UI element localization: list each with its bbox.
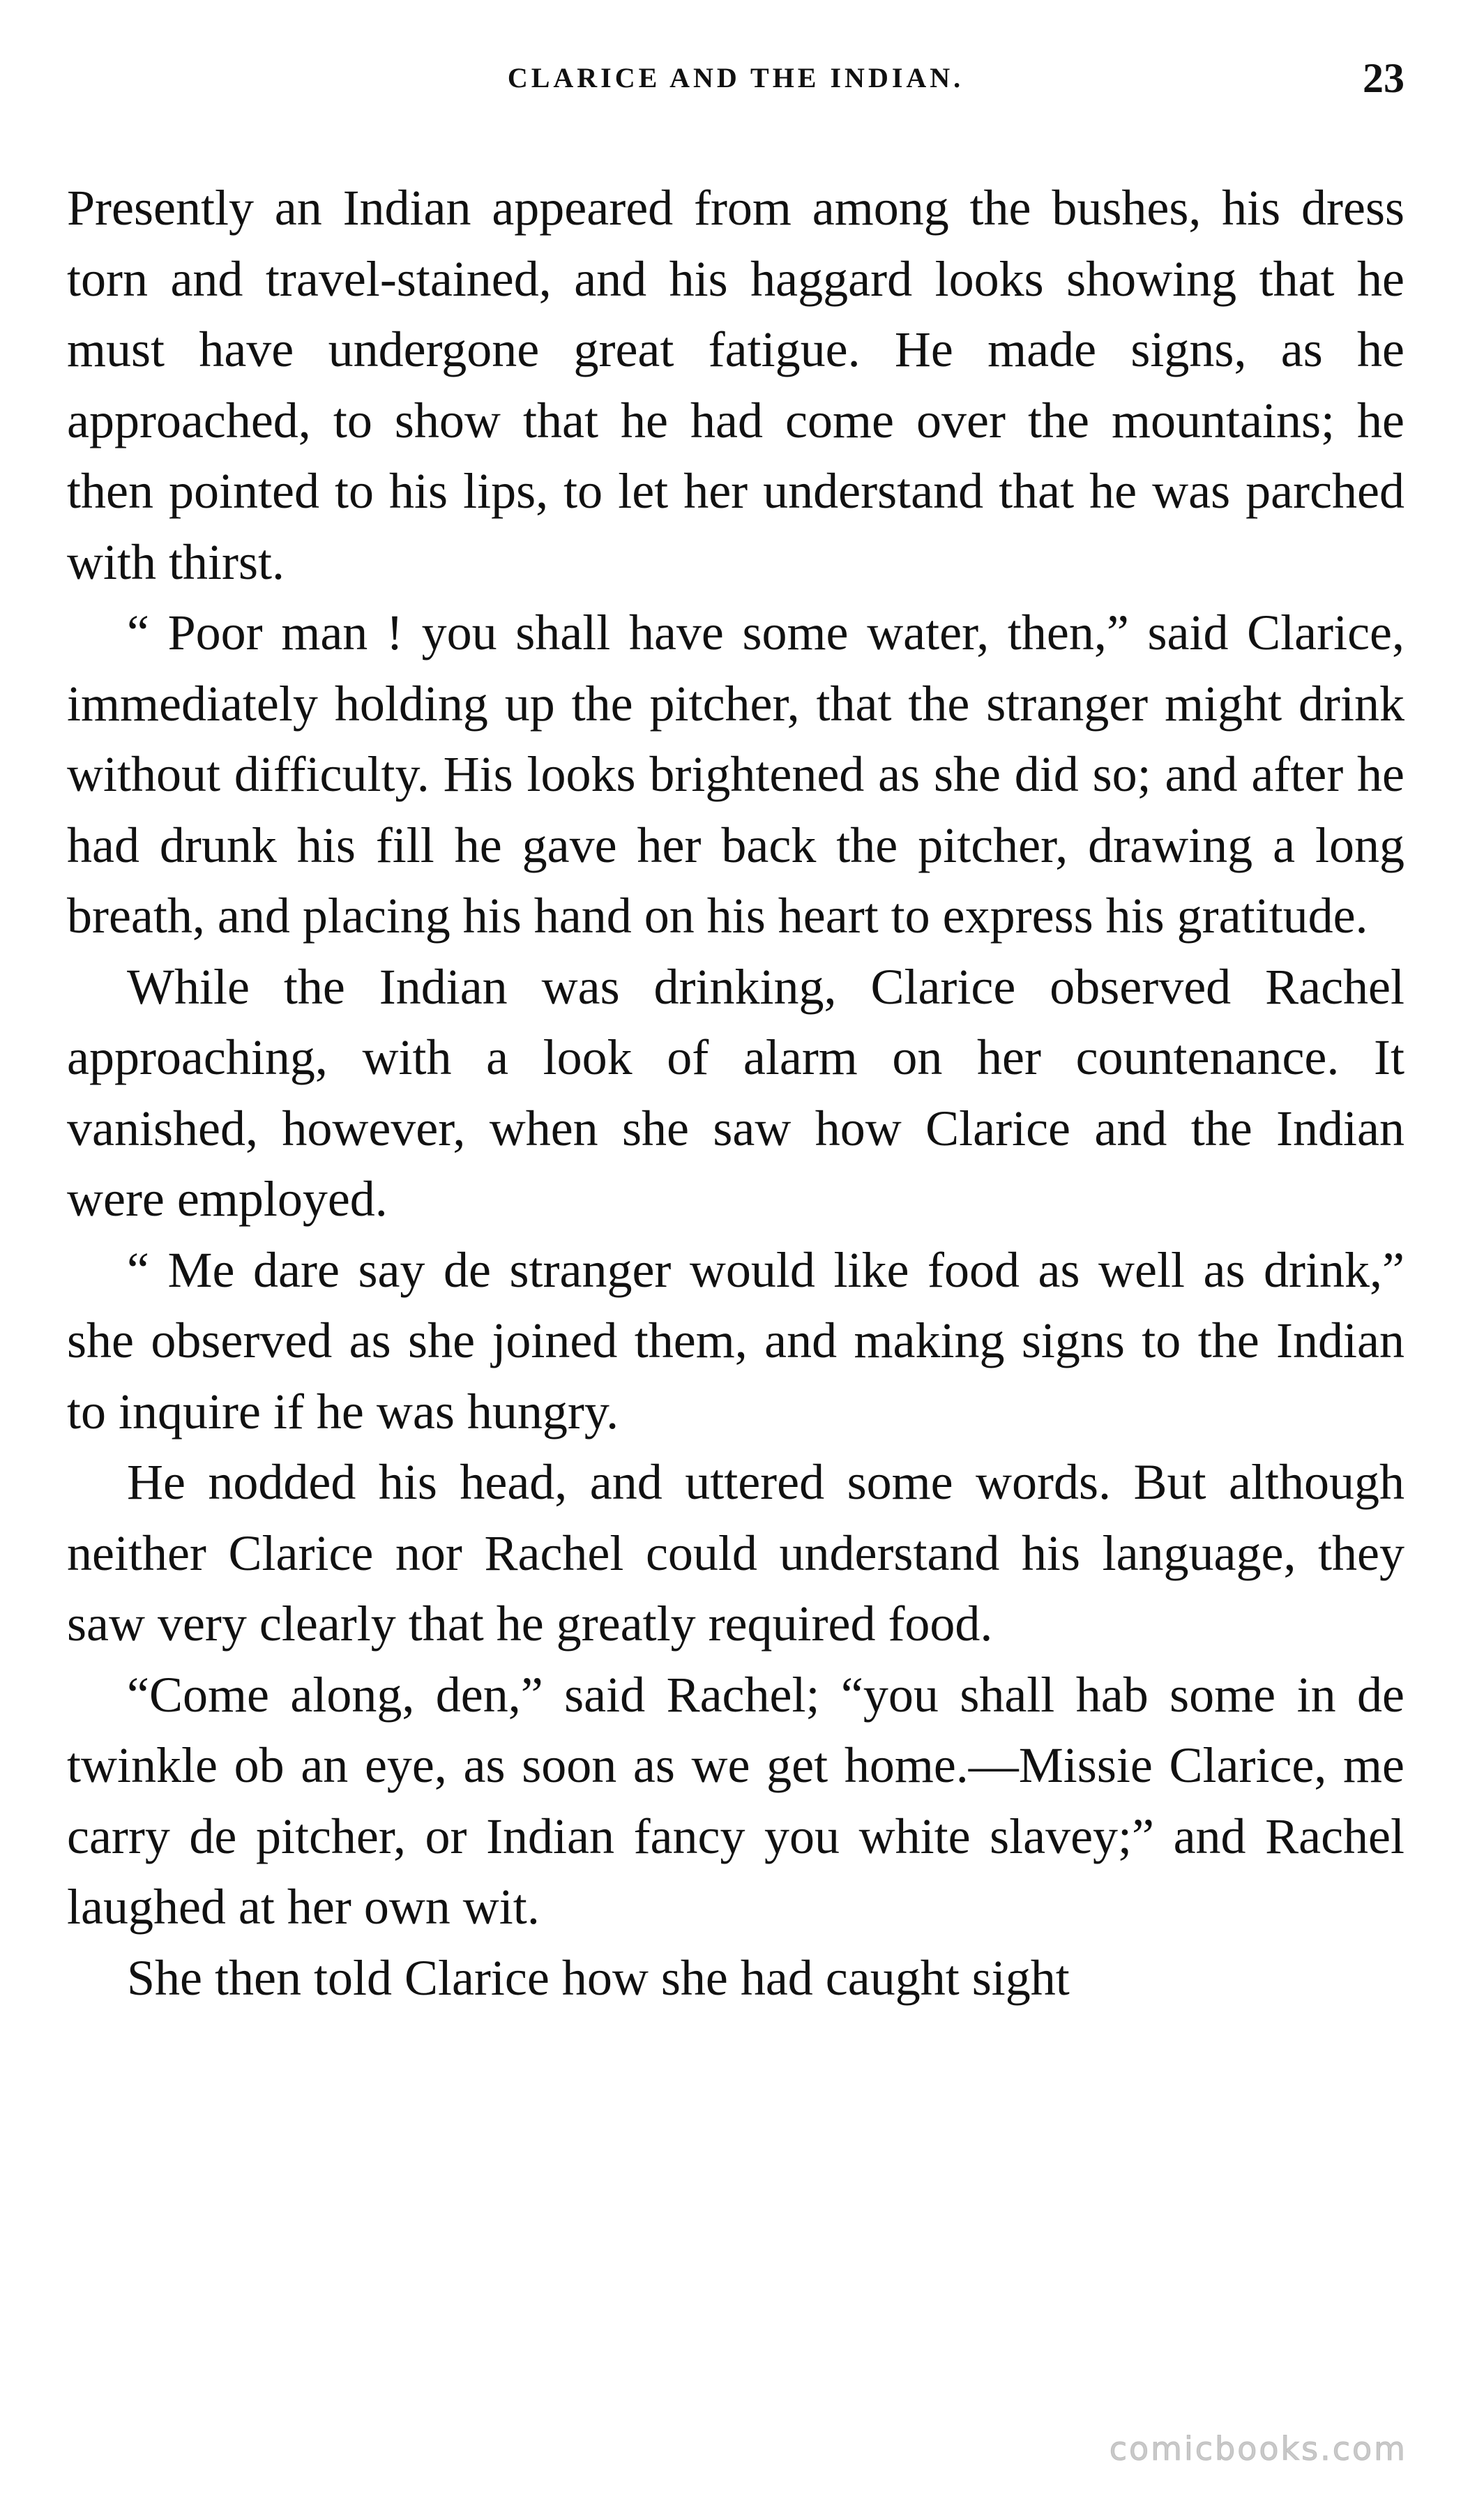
page-number: 23 — [1363, 55, 1404, 101]
paragraph-7: She then told Clarice how she had caught sight — [127, 1949, 1070, 2006]
paragraph-4: “ Me dare say de stranger would like food as well as drink,” she observed as she joined them, and making signs to the Indian to inquire if he was hungry. — [67, 1241, 1404, 1440]
paragraph-3: While the Indian was drinking, Clarice observed Rachel approaching, with a look of alarm on her countenance. It vanished, however, when she saw how Clarice and the Indian were employed. — [67, 958, 1404, 1227]
paragraph-5: He nodded his head, and uttered some words. But although neither Clarice nor Rachel could understand his language, they saw very clearly that he greatly required food. — [67, 1454, 1404, 1652]
paragraph-2: “ Poor man ! you shall have some water, then,” said Clarice, immediately holding up the pitcher, that the stranger might drink without difficulty. His looks brightened as she did so; and after he had drunk his fill he gave her back the pitcher, drawing a long breath, and placing his hand on his heart to express his gratitude. — [67, 605, 1404, 944]
body-text — [67, 173, 1404, 2013]
running-head: CLARICE AND THE INDIAN. — [507, 62, 964, 93]
page-header — [67, 54, 1404, 110]
watermark: comicbooks.com — [1109, 2430, 1407, 2468]
paragraph-1: Presently an Indian appeared from among the bushes, his dress torn and travel-stained, and his haggard looks showing that he must have undergone great fatigue. He made signs, as he approached, to show that he had come over the mountains; he then pointed to his lips, to let her understand that he was parched with thirst. — [67, 180, 1404, 590]
paragraph-6: “Come along, den,” said Rachel; “you shall hab some in de twinkle ob an eye, as soon as we get home.—Missie Clarice, me carry de pitcher, or Indian fancy you white slavey;” and Rachel laughed at her own wit. — [67, 1666, 1404, 1935]
